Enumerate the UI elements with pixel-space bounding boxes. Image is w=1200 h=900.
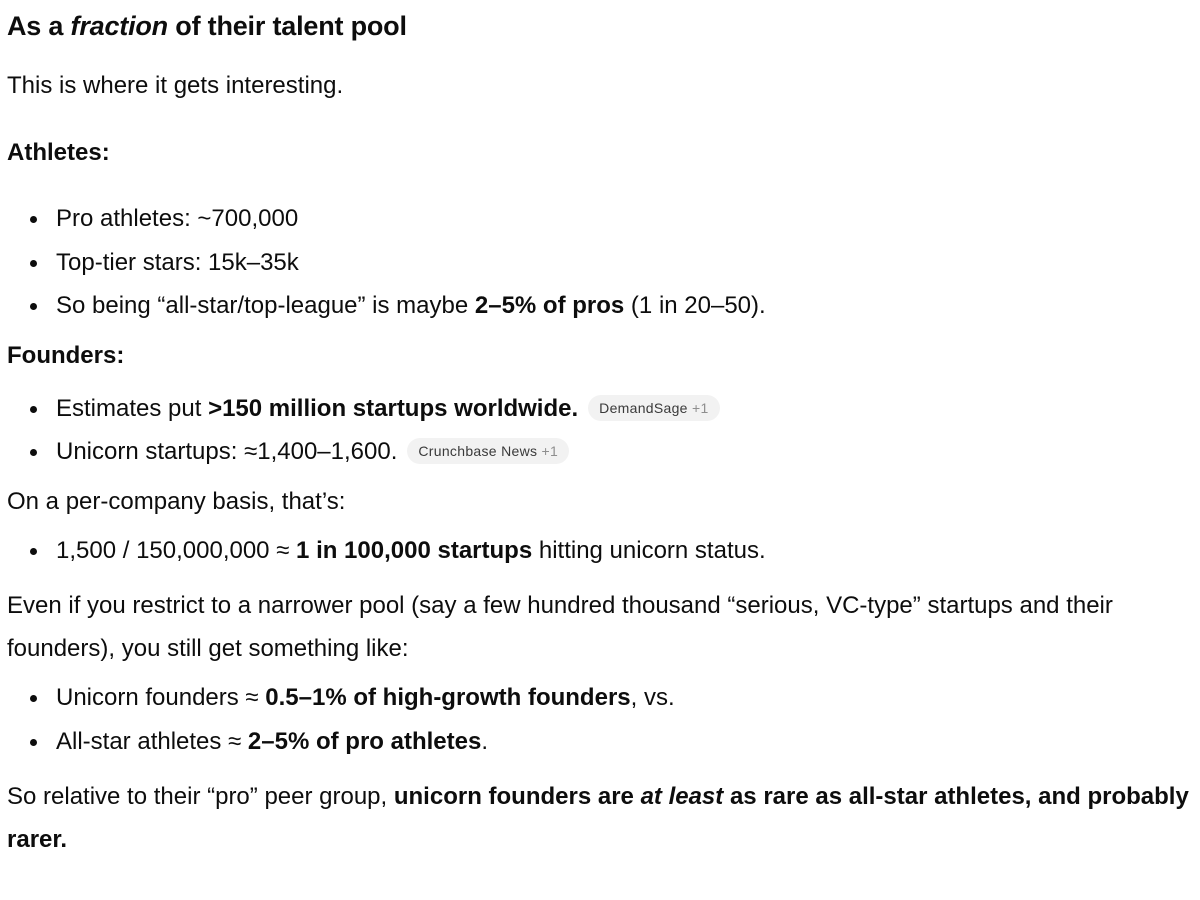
list-item-bold: 2–5% of pros	[474, 292, 625, 319]
list-item	[7, 197, 1193, 241]
conclusion-bold-text: unicorn founders are	[393, 783, 641, 810]
intro-paragraph: This is where it gets interesting.	[7, 72, 344, 99]
conclusion-bold-text: as rare as all-star athletes, and probably rarer.	[7, 783, 1189, 853]
citation-chip-crunchbase[interactable]	[407, 438, 569, 464]
list-item-text: Top-tier stars: 15k–35k	[56, 248, 299, 276]
basis-list	[7, 529, 1193, 573]
athletes-label: Athletes:	[7, 139, 110, 166]
list-item	[7, 720, 1193, 764]
citation-extra-count: +1	[541, 443, 559, 459]
list-item-text: Unicorn startups: ≈1,400–1,600.	[56, 438, 398, 465]
list-item-text: 1,500 / 150,000,000 ≈	[56, 536, 297, 564]
citation-chip-demandsage[interactable]	[588, 395, 719, 421]
list-item	[7, 676, 1193, 720]
conclusion-paragraph	[7, 775, 1193, 861]
restrict-paragraph: Even if you restrict to a narrower pool (say a few hundred thousand “serious, VC-type” startups and their founders), you still get something like:	[7, 592, 1113, 662]
heading-text-post: of their talent pool	[167, 11, 407, 41]
list-item-text: hitting unicorn status.	[532, 536, 766, 564]
heading-text-pre: As a	[7, 11, 71, 41]
section-heading	[7, 8, 1193, 44]
list-item	[7, 284, 1193, 328]
list-item-text: Pro athletes: ~700,000	[56, 205, 299, 232]
list-item-text: , vs.	[630, 684, 675, 711]
list-item-text: Unicorn founders ≈	[56, 684, 266, 711]
list-item-bold: 0.5–1% of high-growth founders	[265, 684, 631, 711]
list-item-bold: >150 million startups worldwide.	[208, 394, 579, 422]
citation-extra-count: +1	[691, 399, 709, 416]
citation-source: DemandSage	[599, 399, 688, 416]
list-item-text: So being “all-star/top-league” is maybe	[56, 292, 475, 319]
list-item	[7, 241, 1193, 285]
list-item-text: (1 in 20–50).	[624, 292, 766, 319]
basis-paragraph: On a per-company basis, that’s:	[7, 487, 346, 515]
list-item-bold: 2–5% of pro athletes	[247, 727, 482, 755]
list-item	[7, 430, 1193, 474]
list-item-text: All-star athletes ≈	[56, 727, 248, 755]
list-item-text: Estimates put	[56, 394, 209, 422]
citation-source: Crunchbase News	[418, 443, 538, 459]
conclusion-bold-emphasis: at least	[640, 783, 724, 810]
list-item	[7, 387, 1193, 431]
conclusion-text: So relative to their “pro” peer group,	[7, 783, 394, 810]
list-item	[7, 529, 1193, 573]
list-item-text: .	[481, 727, 488, 755]
compare-list	[7, 676, 1193, 763]
athletes-list	[7, 197, 1193, 328]
founders-list	[7, 387, 1193, 474]
list-item-bold: 1 in 100,000 startups	[296, 536, 533, 564]
founders-label: Founders:	[7, 341, 125, 369]
heading-text-emphasis: fraction	[70, 11, 168, 41]
